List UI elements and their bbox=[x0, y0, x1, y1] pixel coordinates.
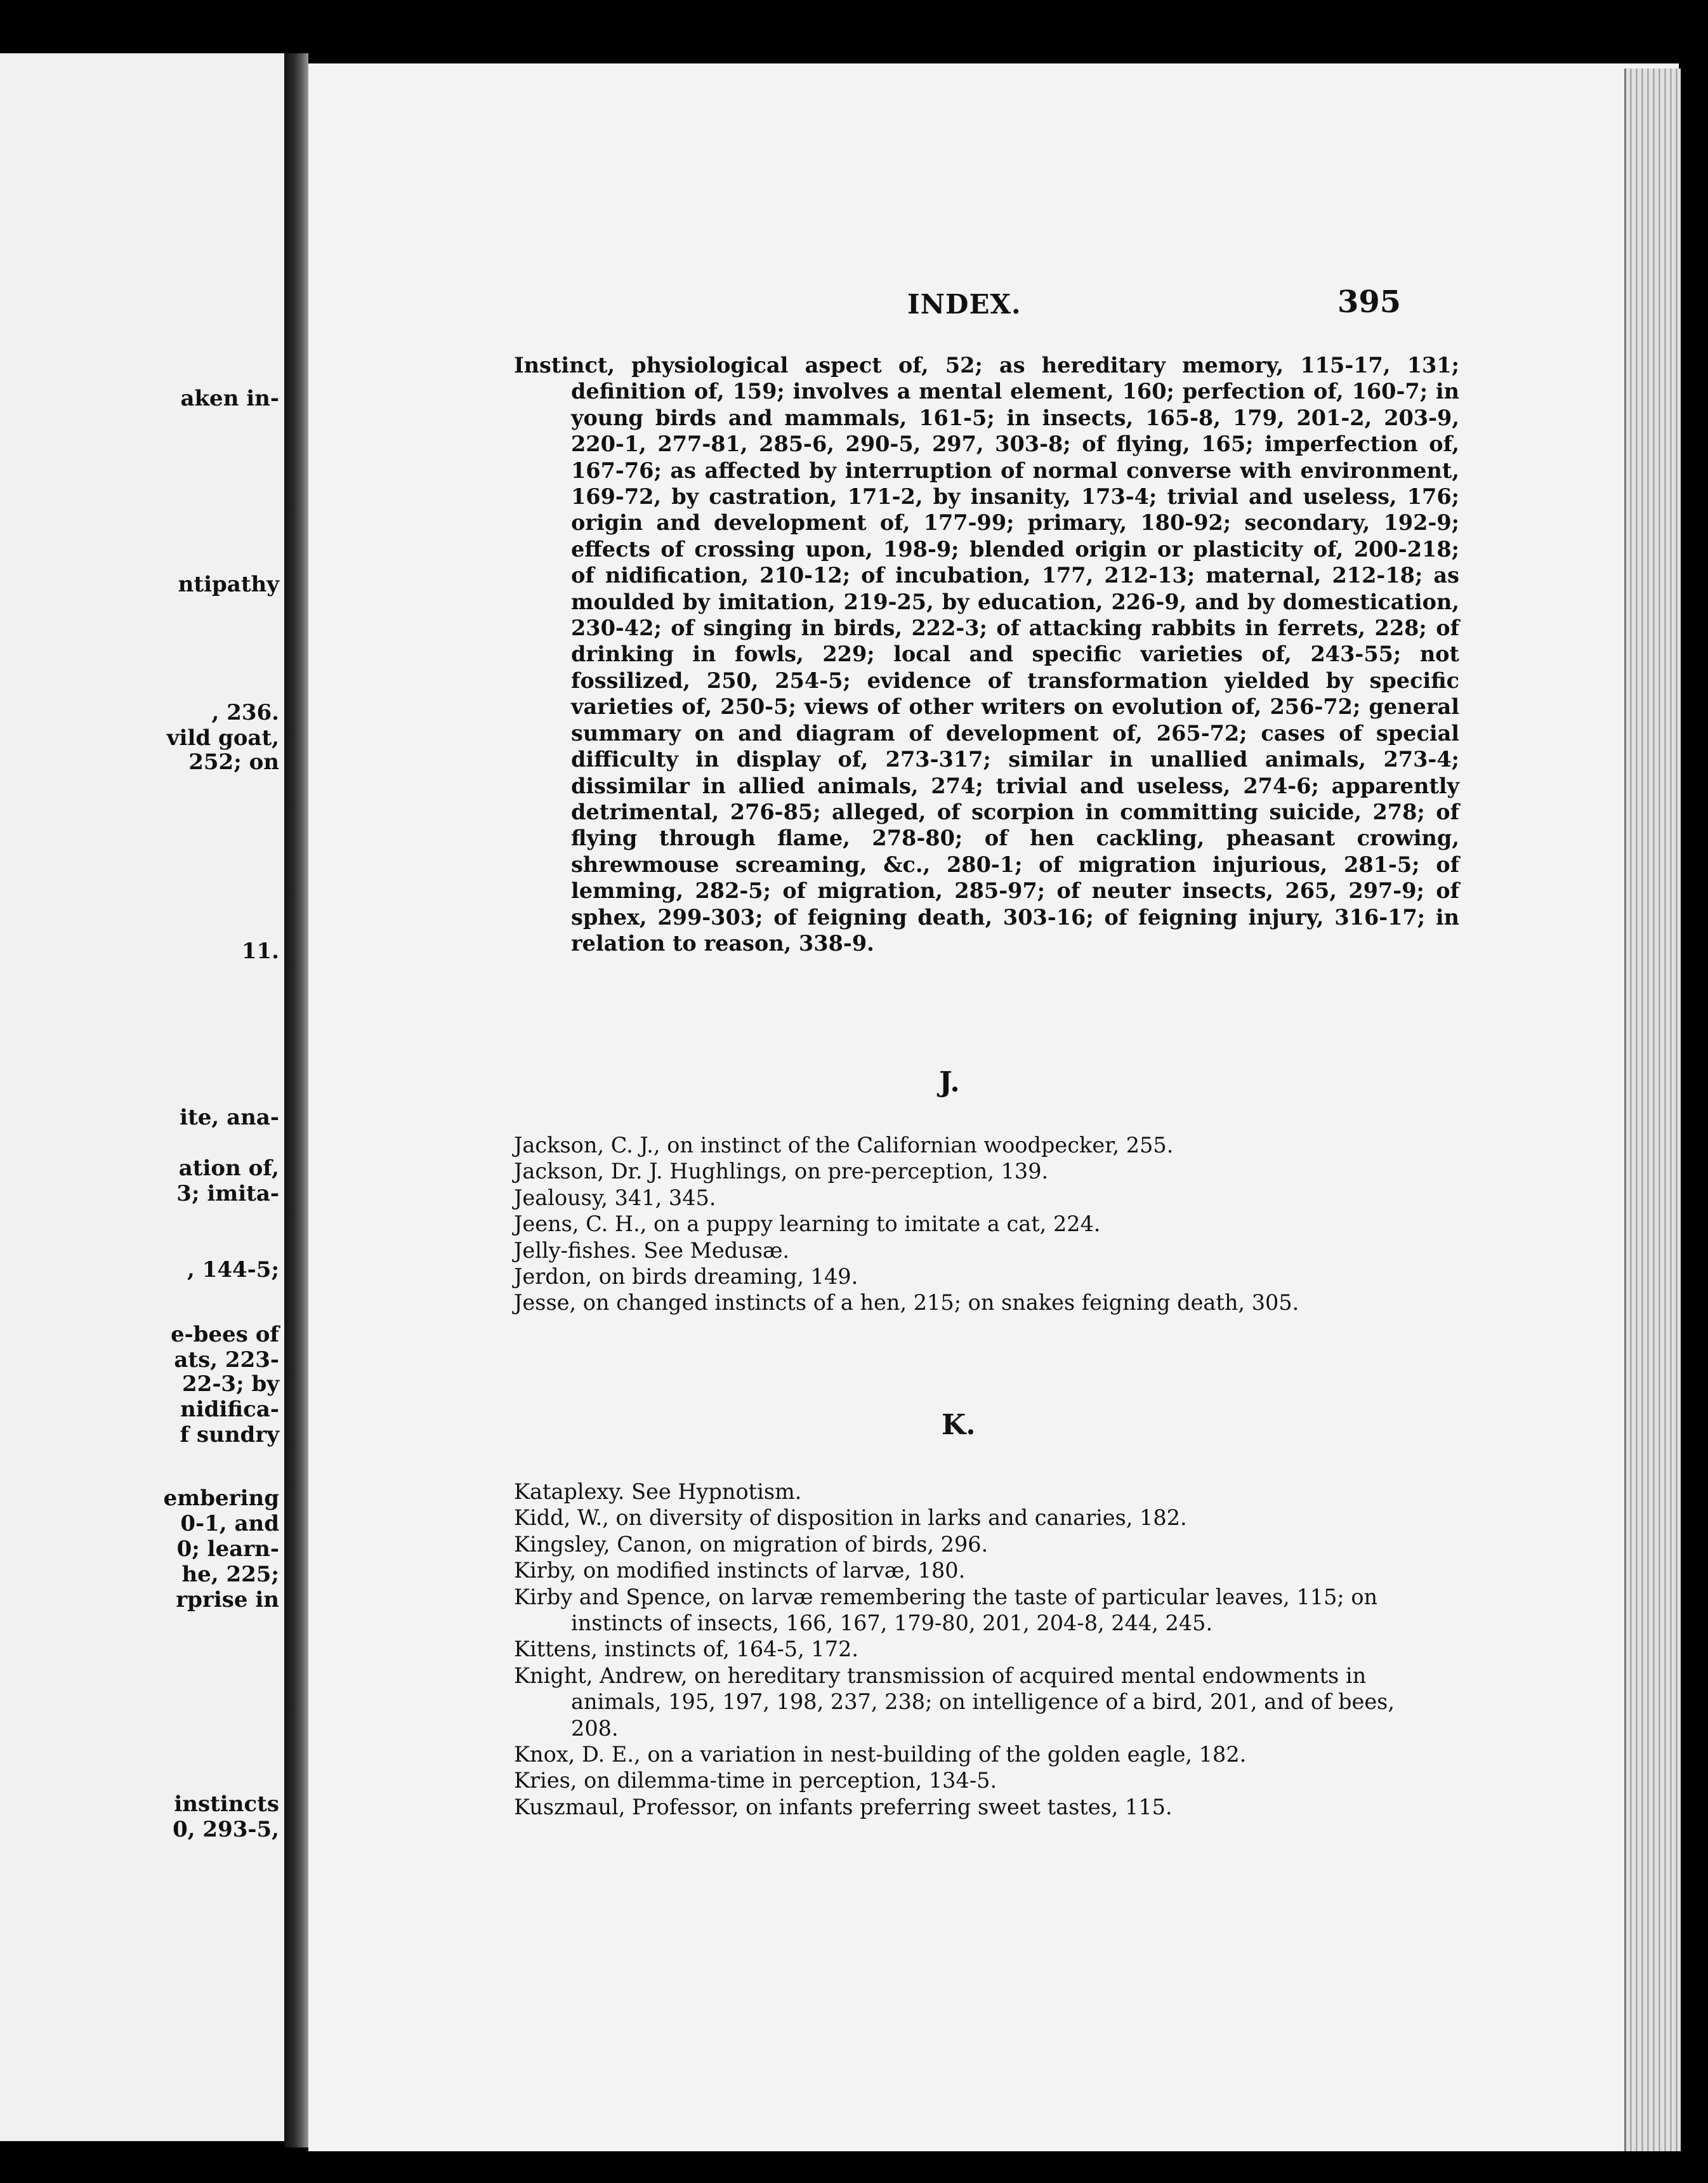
left-page-fragment: instincts bbox=[174, 1791, 279, 1817]
index-entry: Jackson, Dr. J. Hughlings, on pre-perception, 139. bbox=[514, 1159, 1049, 1184]
left-page bbox=[0, 53, 284, 2141]
left-page-fragment: ite, ana- bbox=[180, 1105, 279, 1130]
index-entry: Jeens, C. H., on a puppy learning to imitate a cat, 224. bbox=[514, 1211, 1101, 1237]
index-entry: Knight, Andrew, on hereditary transmission of acquired mental endowments in animals, 195, 197, 198, 237, 238; on intelligence of a bird, 201, and of bees, 208. bbox=[514, 1663, 1395, 1741]
section-j-entries bbox=[514, 1132, 1402, 1316]
index-entry: Kirby and Spence, on larvæ remembering the taste of particular leaves, 115; on instincts of insects, 166, 167, 179-80, 201, 204-8, 244, 245. bbox=[514, 1584, 1378, 1636]
left-page-fragment: , 144-5; bbox=[187, 1257, 279, 1283]
left-page-fragment: e-bees of bbox=[170, 1322, 279, 1347]
left-page-fragment: 11. bbox=[241, 939, 279, 964]
index-entry: Kataplexy. See Hypnotism. bbox=[514, 1479, 802, 1504]
left-page-fragment: ation of, bbox=[178, 1156, 279, 1181]
left-page-fragment: nidifica- bbox=[180, 1397, 279, 1422]
left-page-fragment: vild goat, bbox=[166, 725, 279, 751]
left-page-fragment: 3; imita- bbox=[176, 1181, 279, 1206]
index-entry: Knox, D. E., on a variation in nest-building of the golden eagle, 182. bbox=[514, 1742, 1247, 1767]
index-entry: Jealousy, 341, 345. bbox=[514, 1185, 716, 1210]
index-entry: Kirby, on modified instincts of larvæ, 180. bbox=[514, 1558, 966, 1583]
left-page-fragment: rprise in bbox=[176, 1587, 279, 1613]
page-number: 395 bbox=[1337, 284, 1402, 320]
running-header: INDEX. bbox=[907, 289, 1022, 320]
left-page-fragment: 0-1, and bbox=[180, 1511, 279, 1536]
left-page-fragment: ats, 223- bbox=[174, 1347, 279, 1373]
left-page-fragment: 0, 293-5, bbox=[173, 1817, 279, 1842]
left-page-fragment: 252; on bbox=[188, 749, 279, 775]
index-entry: Kries, on dilemma-time in perception, 134-5. bbox=[514, 1768, 997, 1793]
left-page-fragment: 22-3; by bbox=[182, 1371, 279, 1397]
left-page-fragment: ntipathy bbox=[178, 572, 279, 597]
left-page-fragment: , 236. bbox=[211, 700, 279, 725]
page-edges bbox=[1624, 69, 1681, 2151]
section-heading-k: K. bbox=[942, 1409, 976, 1441]
index-entry: Kuszmaul, Professor, on infants preferring sweet tastes, 115. bbox=[514, 1794, 1173, 1819]
left-page-fragment: aken in- bbox=[180, 386, 279, 411]
index-entry: Jesse, on changed instincts of a hen, 215; on snakes feigning death, 305. bbox=[514, 1290, 1299, 1316]
left-page-fragment: f sundry bbox=[180, 1422, 279, 1448]
index-entry: Kittens, instincts of, 164-5, 172. bbox=[514, 1637, 858, 1662]
left-page-fragment: 0; learn- bbox=[176, 1536, 279, 1562]
book-gutter bbox=[284, 53, 308, 2147]
index-entry: Jackson, C. J., on instinct of the Californian woodpecker, 255. bbox=[514, 1133, 1174, 1157]
index-entry: Jerdon, on birds dreaming, 149. bbox=[514, 1264, 858, 1289]
index-entry: Jelly-fishes. See Medusæ. bbox=[514, 1237, 790, 1263]
section-k-entries bbox=[514, 1479, 1402, 1820]
section-heading-j: J. bbox=[939, 1066, 960, 1098]
left-page-fragment: embering bbox=[163, 1486, 279, 1511]
index-entry: Kidd, W., on diversity of disposition in larks and canaries, 182. bbox=[514, 1505, 1187, 1531]
index-entry-instinct: Instinct, physiological aspect of, 52; as hereditary memory, 115-17, 131; definition of, 159; involves a mental element, 160; perfection of, 160-7; in young birds and mammals, 161-5; in insects, 165-8, 179, 201-2, 203-9, 220-1, 277-81, 285-6, 290-5, 297, 303-8; of flying, 165; imperfection of, 167-76; as affected by interruption of normal converse with environment, 169-72, by castration, 171-2, by insanity, 173-4; trivial and useless, 176; origin and development of, 177-99; primary, 180-92; secondary, 192-9; effects of crossing upon, 198-9; blended origin or plasticity of, 200-218; of nidification, 210-12; of incubation, 177, 212-13; maternal, 212-18; as moulded by imitation, 219-25, by education, 226-9, and by domestication, 230-42; of singing in birds, 222-3; of attacking rabbits in ferrets, 228; of drinking in fowls, 229; local and specific varieties of, 243-55; not fossilized, 250, 254-5; evidence of transformation yielded by specific varieties of, 250-5; views of other writers on evolution of, 256-72; general summary on and diagram of development of, 265-72; cases of special difficulty in display of, 273-317; similar in unallied animals, 273-4; dissimilar in allied animals, 274; trivial and useless, 274-6; apparently detrimental, 276-85; alleged, of scorpion in committing suicide, 278; of flying through flame, 278-80; of hen cackling, pheasant crowing, shrewmouse screaming, &c., 280-1; of migration injurious, 281-5; of lemming, 282-5; of migration, 285-97; of neuter insects, 265, 297-9; of sphex, 299-303; of feigning death, 303-16; of feigning injury, 316-17; in relation to reason, 338-9. bbox=[514, 353, 1459, 956]
left-page-fragment: he, 225; bbox=[181, 1562, 279, 1587]
index-entry: Kingsley, Canon, on migration of birds, 296. bbox=[514, 1531, 989, 1557]
